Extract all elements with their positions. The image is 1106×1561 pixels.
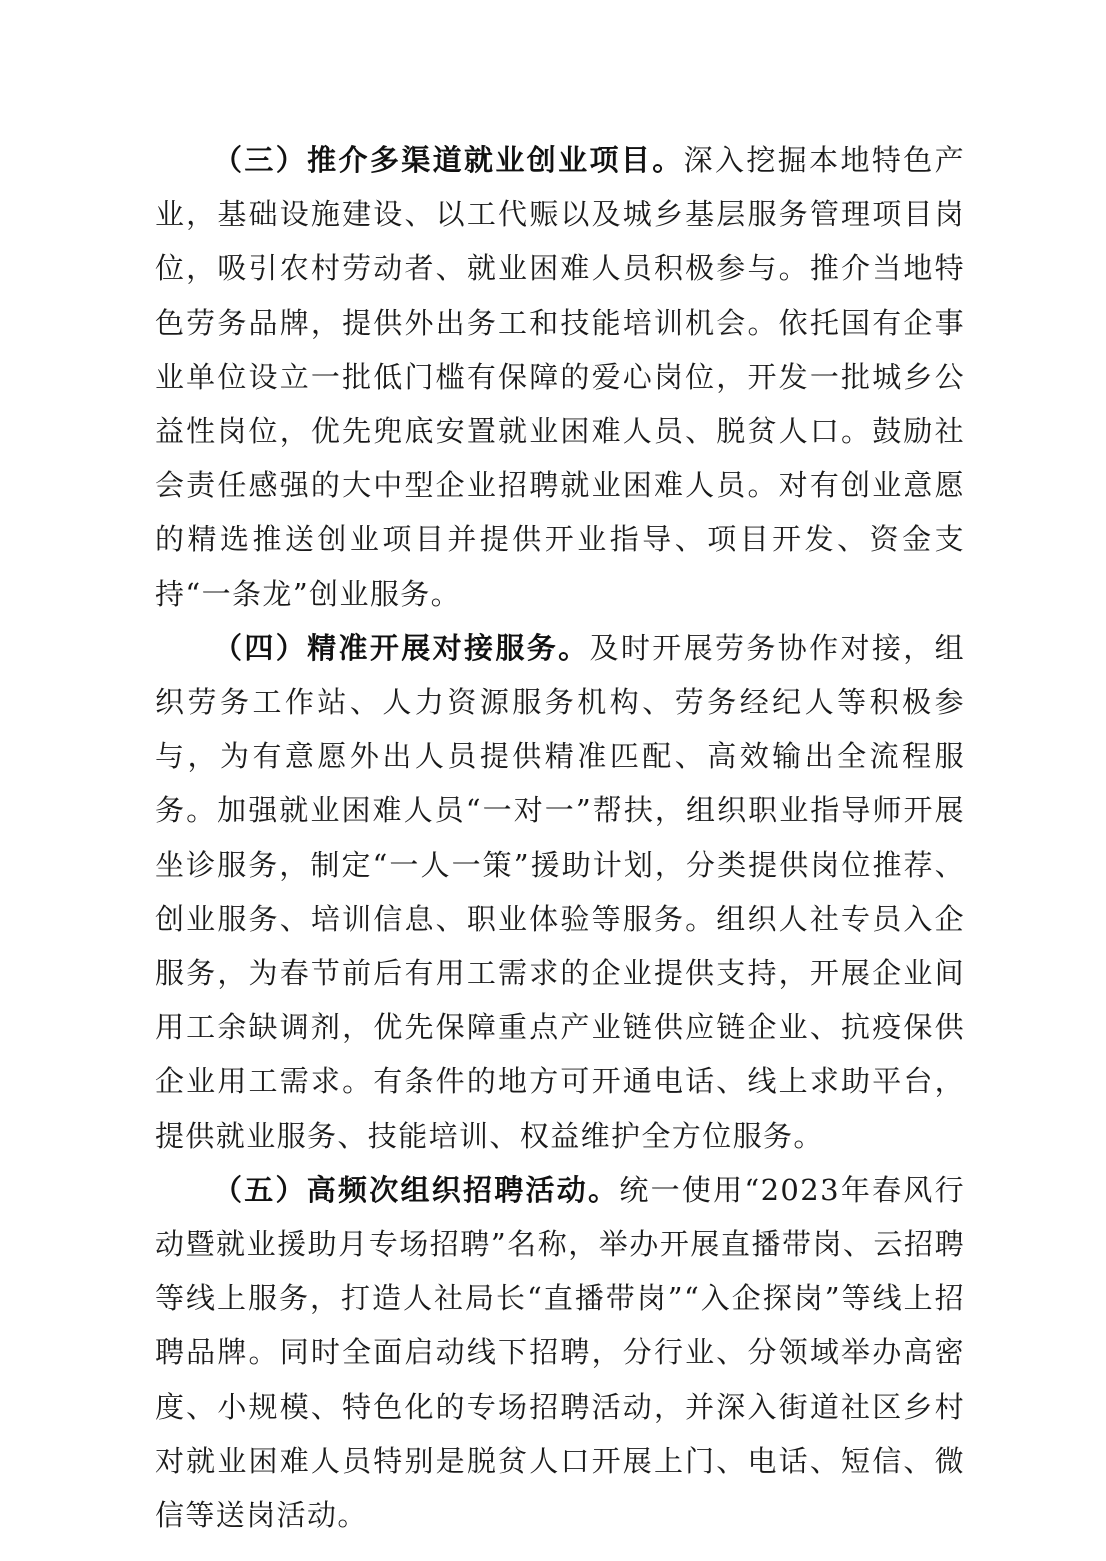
section-heading: （四）精准开展对接服务。 bbox=[213, 630, 590, 665]
section-heading: （三）推介多渠道就业创业项目。 bbox=[213, 143, 684, 177]
section-heading: （五）高频次组织招聘活动。 bbox=[213, 1172, 620, 1207]
section-text: 深入挖掘本地特色产业，基础设施建设、以工代赈以及城乡基层服务管理项目岗位，吸引农村劳动者、就业困难人员积极参与。推介当地特色劳务品牌，提供外出务工和技能培训机会。依托国有企事业单位设立一批低门槛有保障的爱心岗位，开发一批城乡公益性岗位，优先兜底安置就业困难人员、脱贫人口。鼓励社会责任感强的大中型企业招聘就业困难人员。对有创业意愿的精选推送创业项目并提供开业指导、项目开发、资金支持“一条龙”创业服务。 bbox=[155, 143, 965, 611]
document-body bbox=[155, 133, 965, 1542]
paragraph-section-4 bbox=[155, 621, 965, 1163]
section-text: 及时开展劳务协作对接，组织劳务工作站、人力资源服务机构、劳务经纪人等积极参与，为有意愿外出人员提供精准匹配、高效输出全流程服务。加强就业困难人员“一对一”帮扶，组织职业指导师开展坐诊服务，制定“一人一策”援助计划，分类提供岗位推荐、创业服务、培训信息、职业体验等服务。组织人社专员入企服务，为春节前后有用工需求的企业提供支持，开展企业间用工余缺调剂，优先保障重点产业链供应链企业、抗疫保供企业用工需求。有条件的地方可开通电话、线上求助平台，提供就业服务、技能培训、权益维护全方位服务。 bbox=[155, 630, 965, 1153]
paragraph-section-3 bbox=[155, 133, 965, 621]
section-text: 统一使用“2023年春风行动暨就业援助月专场招聘”名称，举办开展直播带岗、云招聘等线上服务，打造人社局长“直播带岗”“入企探岗”等线上招聘品牌。同时全面启动线下招聘，分行业、分领域举办高密度、小规模、特色化的专场招聘活动，并深入街道社区乡村对就业困难人员特别是脱贫人口开展上门、电话、短信、微信等送岗活动。 bbox=[155, 1172, 965, 1533]
paragraph-section-5 bbox=[155, 1163, 965, 1542]
